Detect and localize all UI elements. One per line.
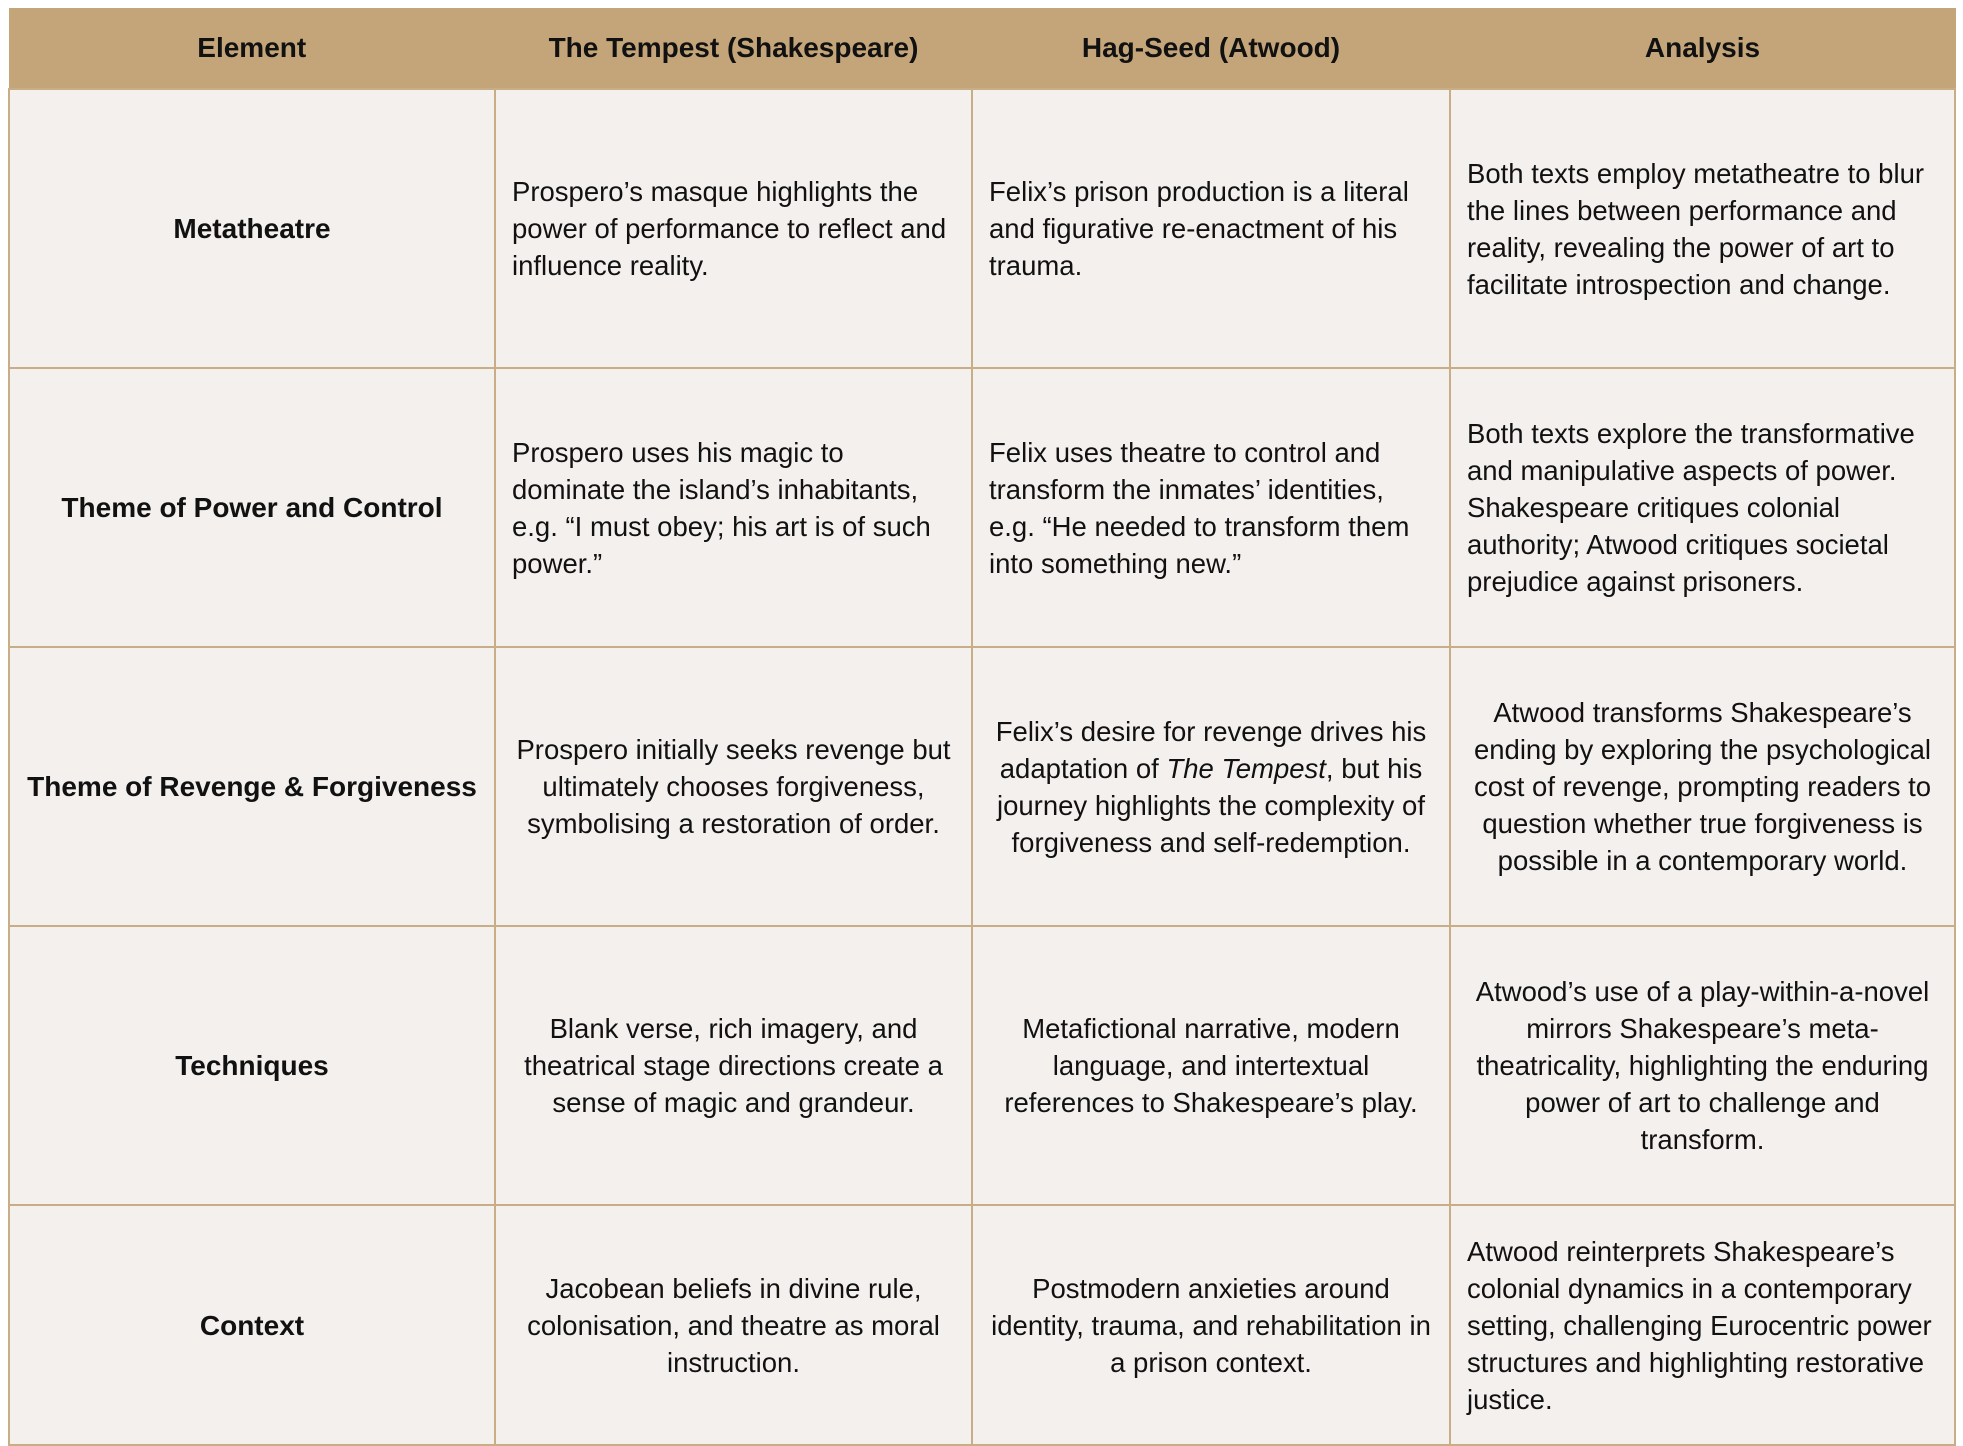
cell-hagseed-title: The Tempest: [1166, 752, 1326, 784]
cell-hagseed: Postmodern anxieties around identity, trauma, and rehabilitation in a prison context.: [972, 1205, 1450, 1445]
cell-hagseed: Felix’s prison production is a literal and figurative re-enactment of his trauma.: [972, 89, 1450, 368]
comparison-table: [8, 8, 1956, 1446]
cell-tempest: Blank verse, rich imagery, and theatrical stage directions create a sense of magic and grandeur.: [495, 926, 972, 1205]
cell-hagseed-text-pre: Felix’s desire for revenge drives his adaptation of: [995, 715, 1427, 784]
cell-tempest: Prospero initially seeks revenge but ultimately chooses forgiveness, symbolising a restoration of order.: [495, 647, 972, 926]
cell-hagseed: [972, 647, 1450, 926]
cell-hagseed-text-post: , but his journey highlights the complexity of forgiveness and self-redemption.: [996, 752, 1425, 858]
cell-analysis: Atwood transforms Shakespeare’s ending by exploring the psychological cost of revenge, prompting readers to question whether true forgiveness is possible in a contemporary world.: [1450, 647, 1955, 926]
cell-tempest: Prospero’s masque highlights the power of performance to reflect and influence reality.: [495, 89, 972, 368]
header-element: Element: [9, 8, 495, 89]
row-element-techniques: Techniques: [9, 926, 495, 1205]
table-row: [9, 1205, 1955, 1445]
table-row: [9, 368, 1955, 647]
cell-tempest: Prospero uses his magic to dominate the island’s inhabitants, e.g. “I must obey; his art is of such power.”: [495, 368, 972, 647]
cell-analysis: Both texts employ metatheatre to blur the lines between performance and reality, revealing the power of art to facilitate introspection and change.: [1450, 89, 1955, 368]
table-row: [9, 89, 1955, 368]
table-row: [9, 926, 1955, 1205]
table-row: [9, 647, 1955, 926]
cell-hagseed: Metafictional narrative, modern language, and intertextual references to Shakespeare’s play.: [972, 926, 1450, 1205]
row-element-power-control: Theme of Power and Control: [9, 368, 495, 647]
cell-hagseed: Felix uses theatre to control and transform the inmates’ identities, e.g. “He needed to transform them into something new.”: [972, 368, 1450, 647]
row-element-revenge-forgiveness: Theme of Revenge & Forgiveness: [9, 647, 495, 926]
header-tempest: The Tempest (Shakespeare): [495, 8, 972, 89]
row-element-context: Context: [9, 1205, 495, 1445]
cell-analysis: Atwood’s use of a play-within-a-novel mirrors Shakespeare’s meta-theatricality, highlighting the enduring power of art to challenge and transform.: [1450, 926, 1955, 1205]
header-row: [9, 8, 1955, 89]
cell-analysis: Both texts explore the transformative and manipulative aspects of power. Shakespeare critiques colonial authority; Atwood critiques societal prejudice against prisoners.: [1450, 368, 1955, 647]
header-analysis: Analysis: [1450, 8, 1955, 89]
row-element-metatheatre: Metatheatre: [9, 89, 495, 368]
cell-tempest: Jacobean beliefs in divine rule, colonisation, and theatre as moral instruction.: [495, 1205, 972, 1445]
header-hagseed: Hag-Seed (Atwood): [972, 8, 1450, 89]
cell-analysis: Atwood reinterprets Shakespeare’s colonial dynamics in a contemporary setting, challenging Eurocentric power structures and highlighting restorative justice.: [1450, 1205, 1955, 1445]
